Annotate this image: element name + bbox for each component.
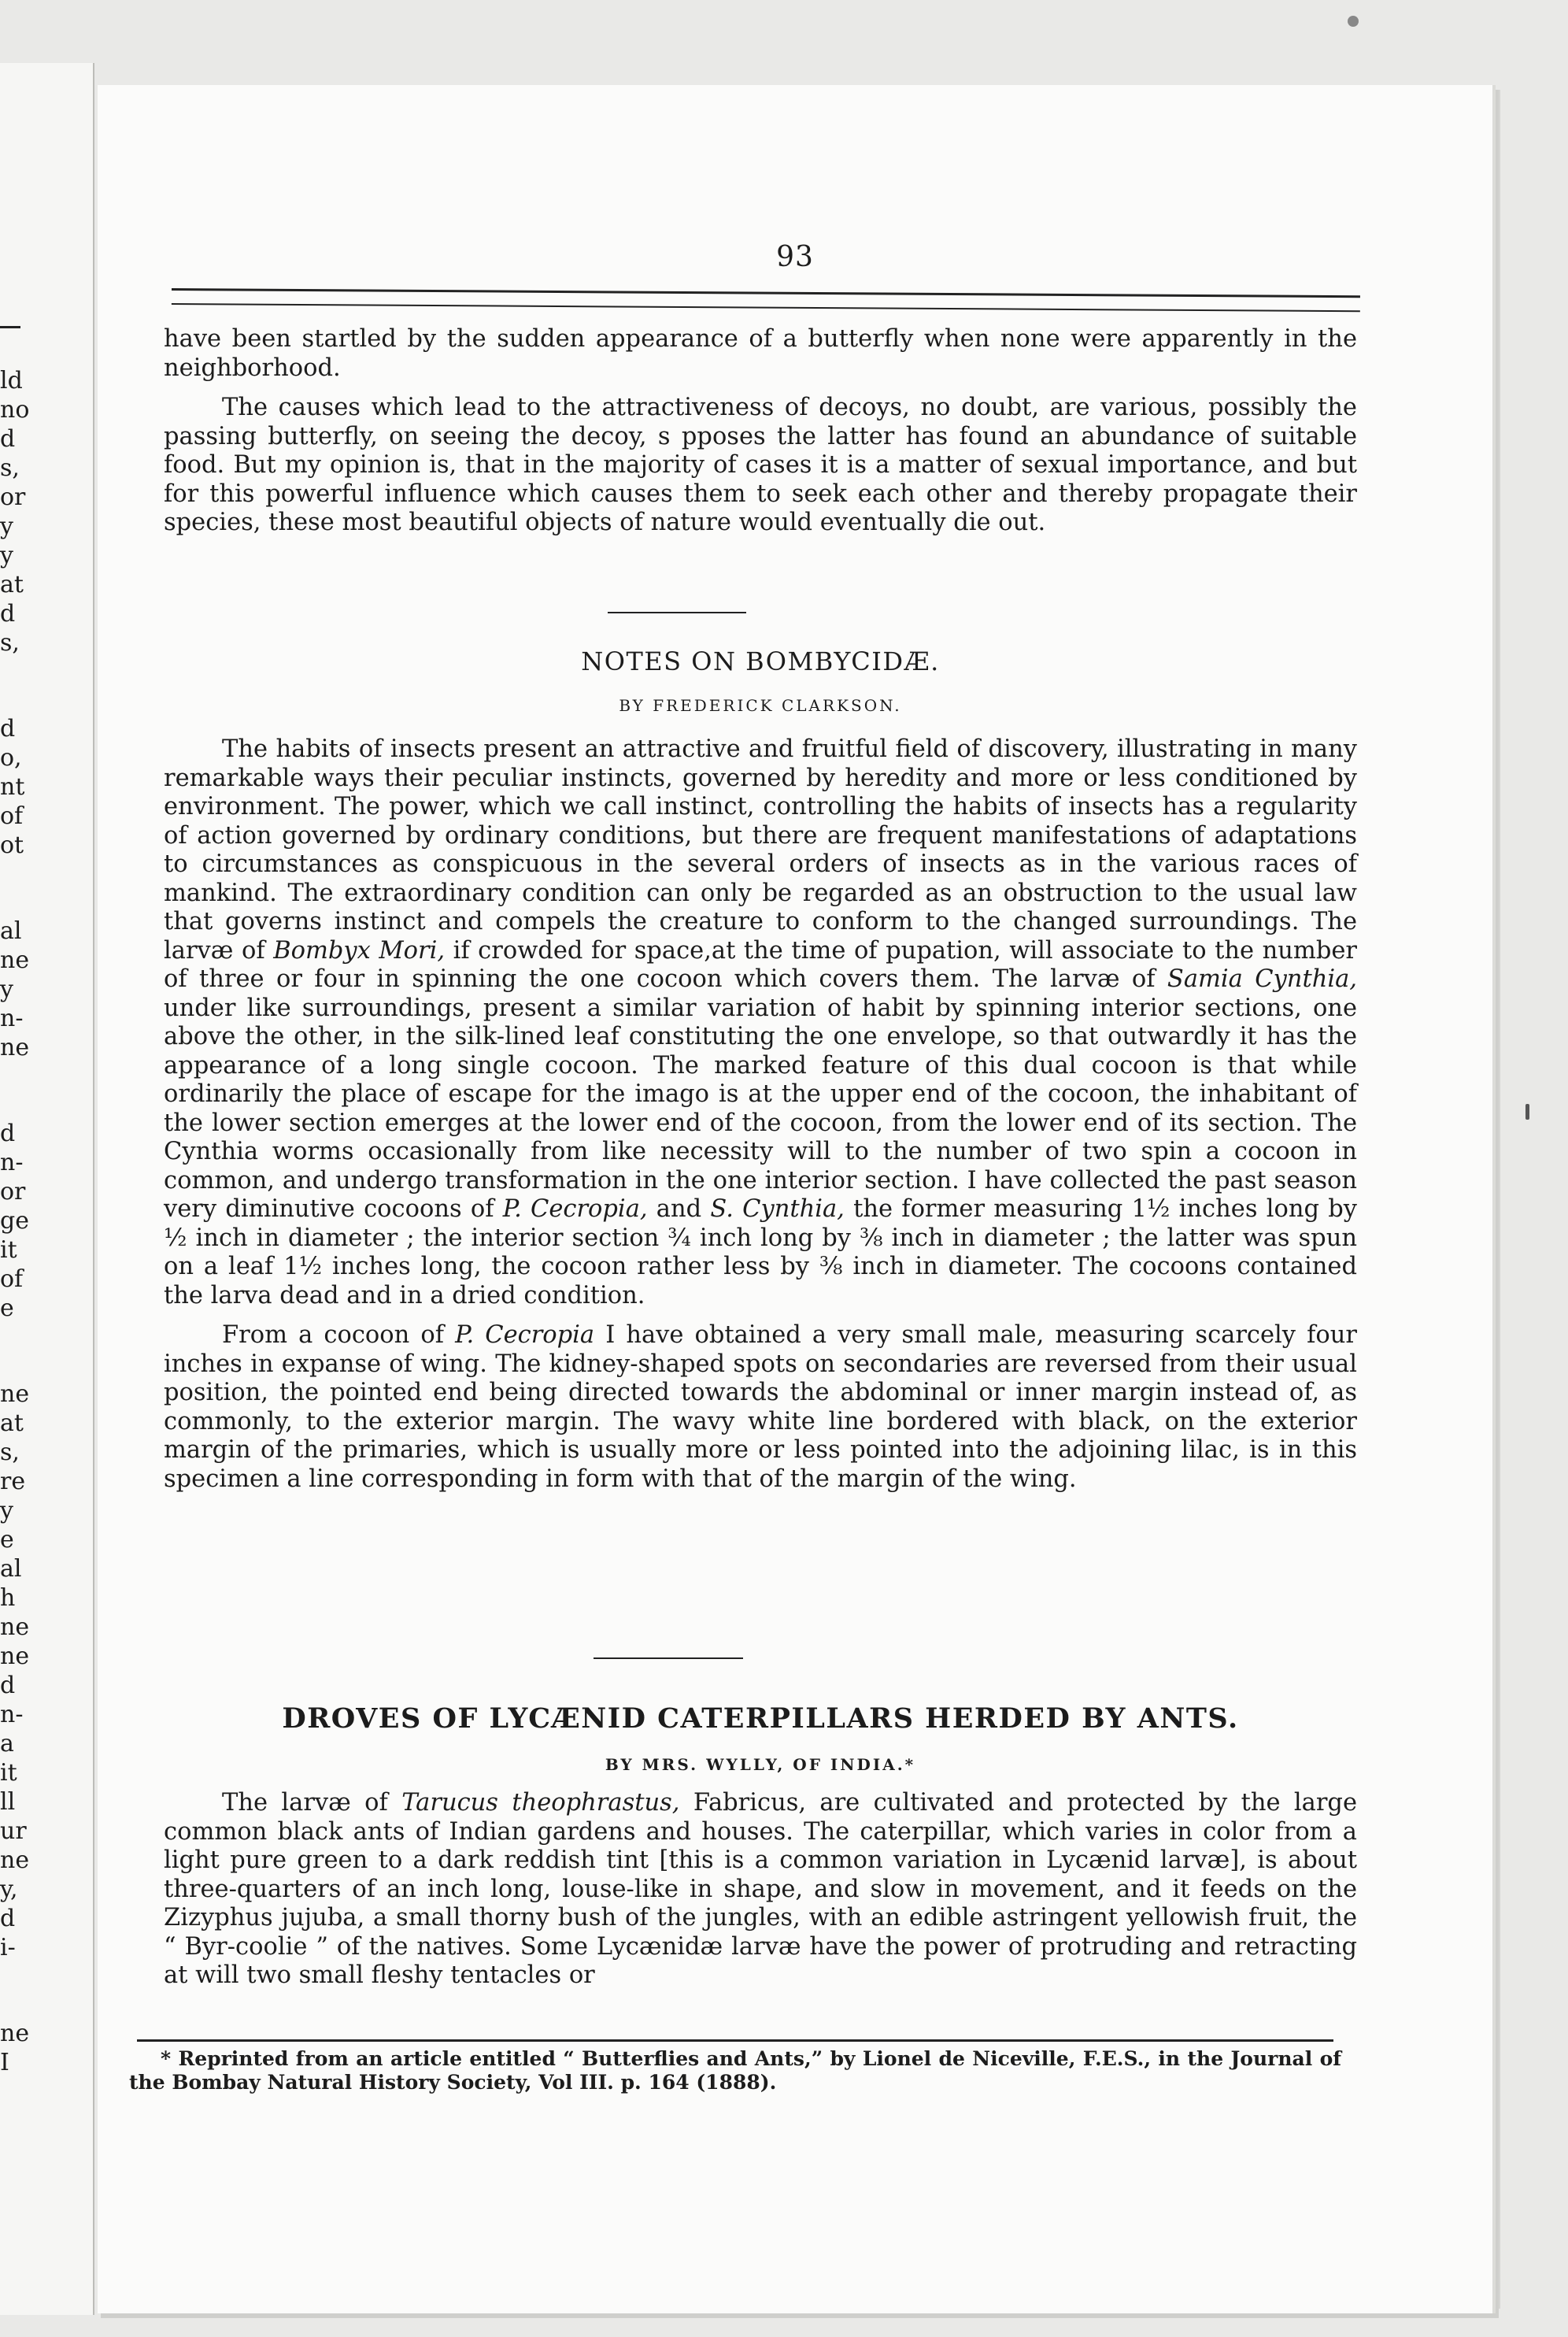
adjacent-page-fragment: at: [0, 571, 24, 598]
adjacent-page-fragment: s,: [0, 1439, 20, 1466]
article-1-body: [164, 735, 1357, 1505]
adjacent-page-fragment: ne: [0, 1643, 30, 1670]
footnote-text: * Reprinted from an article entitled “ Butterflies and Ants,” by Lionel de Niceville, F.E.S., in the Journal of the Bombay Natural History Society, Vol III. p. 164 (1888).: [129, 2047, 1341, 2094]
page-number: 93: [776, 241, 814, 273]
intro-paragraph-2: The causes which lead to the attractiveness of decoys, no doubt, are various, possibly the passing butterfly, on seeing the decoy, s pposes the latter has found an abundance of suitable food. But my opinion is, that in the majority of cases it is a matter of sexual importance, and but for this powerful influence which causes them to seek each other and thereby propagate their species, these most beautiful objects of nature would eventually die out.: [164, 394, 1357, 536]
article-1-title: NOTES ON BOMBYCIDÆ.: [581, 646, 940, 676]
adjacent-page-fragment: d: [0, 600, 16, 628]
adjacent-page-fragment: y: [0, 542, 13, 569]
adjacent-page-fragment: ne: [0, 2020, 30, 2047]
adjacent-page-fragment: s,: [0, 629, 20, 657]
adjacent-page-fragment: d: [0, 1905, 16, 1932]
footnote: [129, 2047, 1341, 2094]
adjacent-page-fragment: ne: [0, 946, 30, 974]
article-2-title: DROVES OF LYCÆNID CATERPILLARS HERDED BY ANTS.: [282, 1702, 1239, 1735]
adjacent-page-fragment: ne: [0, 1846, 30, 1874]
adjacent-page-fragment: ge: [0, 1207, 29, 1235]
adjacent-page-rule: [0, 326, 20, 328]
adjacent-page-fragment: re: [0, 1468, 26, 1495]
section-separator-2: [594, 1657, 743, 1659]
adjacent-page-fragment: I: [0, 2049, 9, 2076]
article-1-byline: BY FREDERICK CLARKSON.: [619, 696, 902, 715]
adjacent-page-fragment: at: [0, 1409, 24, 1437]
adjacent-page-fragment: d: [0, 425, 16, 453]
adjacent-page-fragment: d: [0, 1120, 16, 1147]
adjacent-page-fragment: al: [0, 917, 22, 945]
adjacent-page-text-fragments: [0, 366, 30, 2077]
adjacent-page-fragment: or: [0, 1178, 26, 1206]
adjacent-page-fragment: al: [0, 1555, 22, 1583]
intro-text: [164, 325, 1357, 549]
adjacent-page-fragment: ne: [0, 1034, 30, 1061]
adjacent-page-fragment: ld: [0, 367, 23, 394]
footnote-rule: [137, 2039, 1333, 2042]
article-2-body: [164, 1789, 1357, 2002]
adjacent-page-fragment: it: [0, 1236, 17, 1264]
adjacent-page-fragment: i-: [0, 1934, 16, 1961]
adjacent-page-fragment: y,: [0, 1876, 18, 1903]
section-separator: [608, 612, 746, 613]
article-2-paragraph-1: The larvæ of Tarucus theophrastus, Fabricus, are cultivated and protected by the large common black ants of Indian gardens and houses. The caterpillar, which varies in color from a light pure green to a dark reddish tint [this is a common variation in Lycænid larvæ], is about three-quarters of an inch long, louse-like in shape, and slow in movement, and it feeds on the Zizyphus jujuba, a small thorny bush of the jungles, with an edible astringent yellowish fruit, the “ Byr-coolie ” of the natives. Some Lycænidæ larvæ have the power of protruding and retracting at will two small fleshy tentacles or: [164, 1789, 1357, 1989]
adjacent-page-fragment: nt: [0, 773, 25, 801]
adjacent-page-fragment: [0, 860, 24, 917]
article-1-paragraph-1: The habits of insects present an attractive and fruitful field of discovery, illustrating in many remarkable ways their peculiar instincts, governed by heredity and more or less conditioned by environment. The power, which we call instinct, controlling the habits of insects has a regularity of action governed by ordinary conditions, but there are frequent manifestations of adaptations to circumstances as conspicuous in the several orders of insects as in the various races of mankind. The extraordinary condition can only be regarded as an obstruction to the usual law that governs instinct and compels the creature to conform to the changed surroundings. The larvæ of Bombyx Mori, if crowded for space,at the time of pupation, will associate to the number of three or four in spinning the one cocoon which covers them. The larvæ of Samia Cynthia, under like surroundings, present a similar variation of habit by spinning interior sections, one above the other, in the silk-lined leaf constituting the one envelope, so that outwardly it has the appearance of a long single cocoon. The marked feature of this dual cocoon is that while ordinarily the place of escape for the imago is at the upper end of the cocoon, the inhabitant of the lower section emerges at the lower end of the cocoon, from the lower end of its section. The Cynthia worms occasionally from like necessity will to the number of two spin a cocoon in common, and undergo transformation in the one interior section. I have collected the past season very diminutive cocoons of P. Cecropia, and S. Cynthia, the former measuring 1½ inches long by ½ inch in diameter ; the interior section ¾ inch long by ⅜ inch in diameter ; the latter was spun on a leaf 1½ inches long, the cocoon rather less by ⅜ inch in diameter. The cocoons contained the larva dead and in a dried condition.: [164, 735, 1357, 1309]
adjacent-page-fragment: n-: [0, 1701, 24, 1728]
adjacent-page-fragment: n-: [0, 1149, 24, 1176]
adjacent-page-fragment: of: [0, 802, 24, 830]
adjacent-page-fragment: ll: [0, 1788, 16, 1816]
adjacent-page-fragment: [0, 1323, 24, 1380]
adjacent-page-fragment: d: [0, 1672, 16, 1699]
adjacent-page-fragment: or: [0, 483, 26, 511]
adjacent-page-fragment: ot: [0, 831, 24, 859]
intro-paragraph-1: have been startled by the sudden appearance of a butterfly when none were apparently in the neighborhood.: [164, 325, 1357, 382]
article-2-byline: BY MRS. WYLLY, OF INDIA.*: [605, 1755, 916, 1774]
adjacent-page-fragment: it: [0, 1759, 17, 1787]
adjacent-page-fragment: ne: [0, 1380, 30, 1408]
adjacent-page-fragment: y: [0, 1497, 13, 1524]
adjacent-page-fragment: e: [0, 1294, 14, 1322]
adjacent-page-fragment: s,: [0, 454, 20, 482]
adjacent-page-fragment: ne: [0, 1613, 30, 1641]
adjacent-page-fragment: o,: [0, 744, 22, 772]
header-double-rule: [172, 288, 1360, 312]
page-blemish: [1348, 16, 1359, 27]
adjacent-page-fragment: [0, 1962, 24, 2019]
adjacent-page-fragment: of: [0, 1265, 24, 1293]
adjacent-page-fragment: y: [0, 976, 13, 1003]
book-page: [98, 85, 1496, 2313]
adjacent-page-fragment: e: [0, 1526, 14, 1554]
adjacent-page-fragment: a: [0, 1730, 14, 1757]
adjacent-page-fragment: n-: [0, 1005, 24, 1032]
adjacent-page-fragment: [0, 1062, 24, 1119]
page-edge-mark: [1525, 1104, 1529, 1120]
adjacent-page-fragment: y: [0, 513, 13, 540]
adjacent-page-fragment: ur: [0, 1817, 27, 1845]
adjacent-page-fragment: no: [0, 396, 30, 424]
adjacent-page-fragment: [0, 657, 24, 714]
adjacent-page: [0, 63, 94, 2315]
adjacent-page-fragment: d: [0, 715, 16, 743]
adjacent-page-fragment: h: [0, 1584, 16, 1612]
article-1-paragraph-2: From a cocoon of P. Cecropia I have obtained a very small male, measuring scarcely four inches in expanse of wing. The kidney-shaped spots on secondaries are reversed from their usual position, the pointed end being directed towards the abdominal or inner margin instead of, as commonly, to the exterior margin. The wavy white line bordered with black, on the exterior margin of the primaries, which is usually more or less pointed into the adjoining lilac, is in this specimen a line corresponding in form with that of the margin of the wing.: [164, 1321, 1357, 1493]
